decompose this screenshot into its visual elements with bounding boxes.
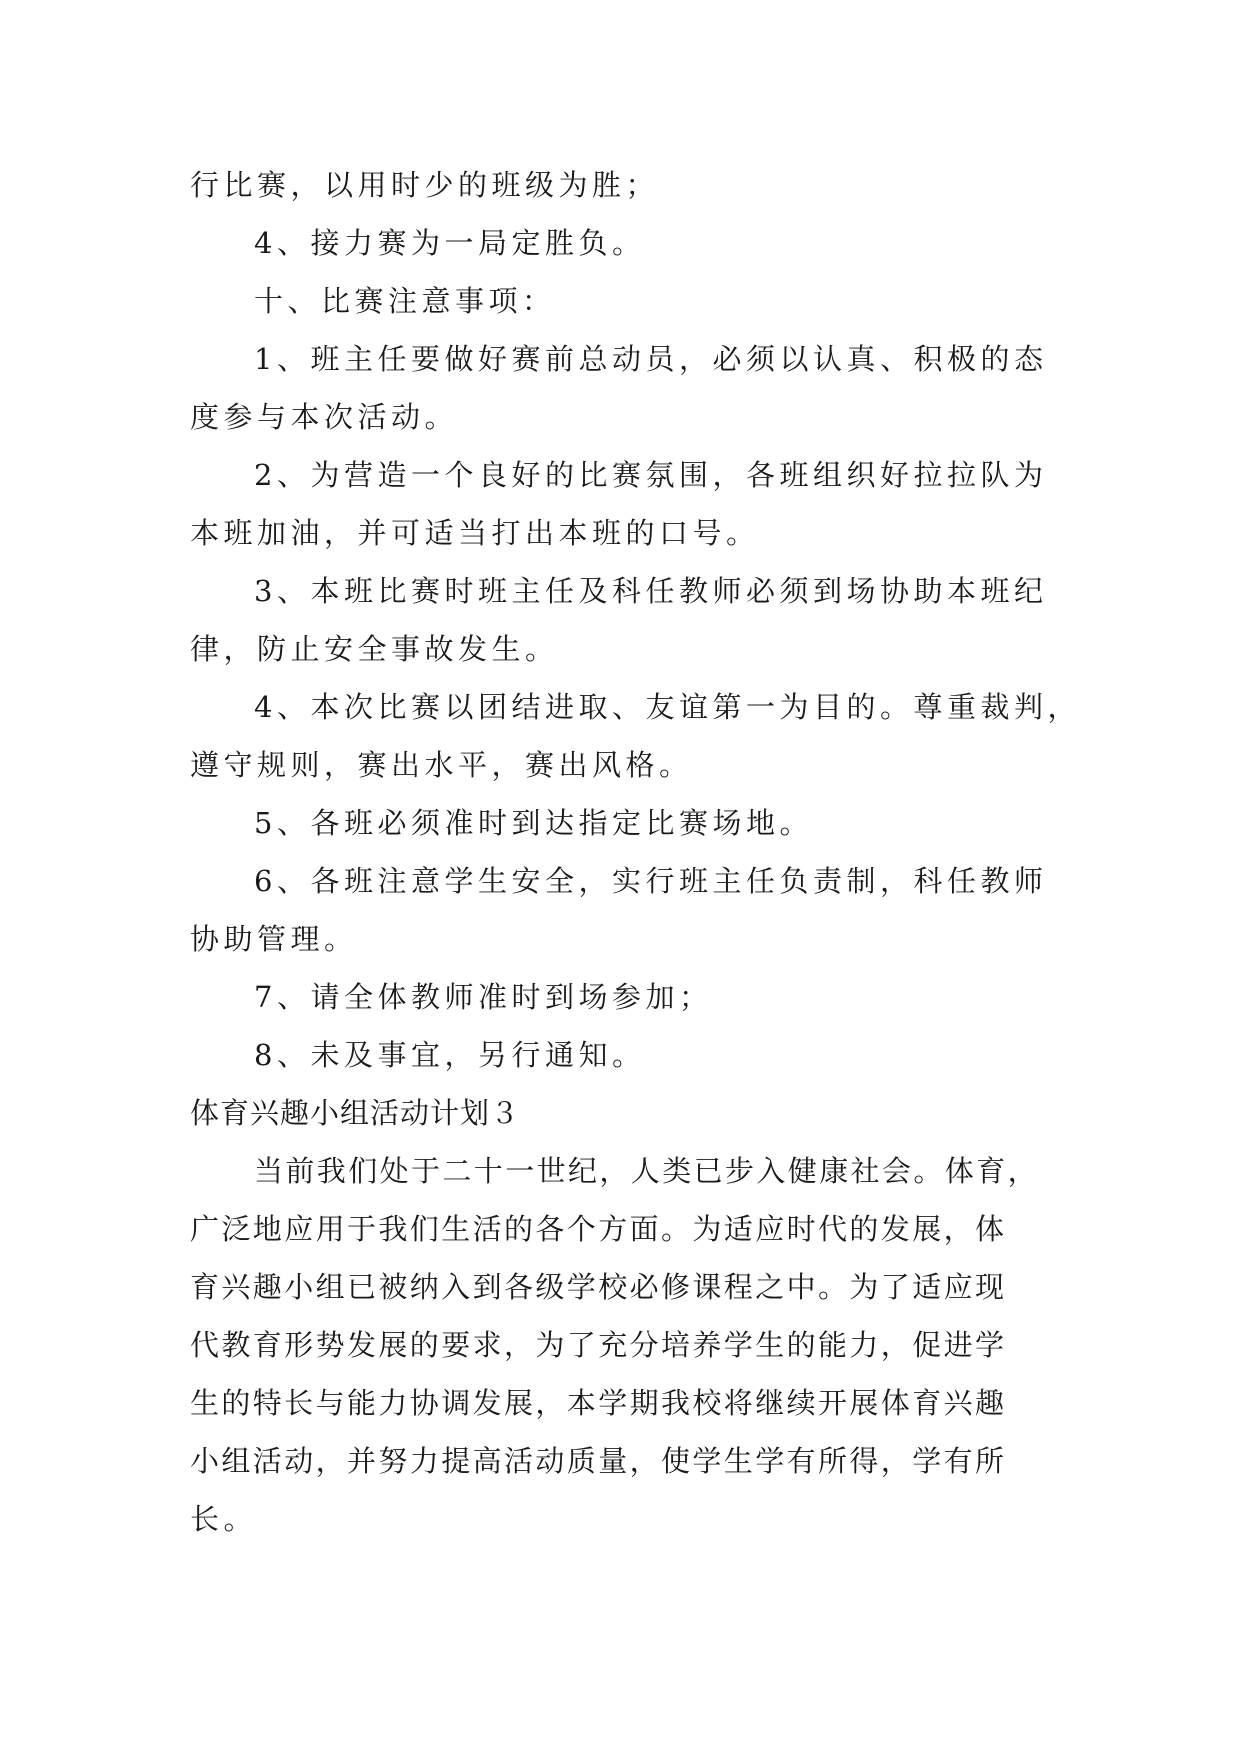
text-line: 长。: [190, 1502, 258, 1536]
text-line: 广泛地应用于我们生活的各个方面。为适应时代的发展，体: [190, 1212, 1007, 1246]
text-line: 协助管理。: [190, 922, 358, 956]
text-line: 4、接力赛为一局定胜负。: [254, 226, 646, 260]
text-line: 4、本次比赛以团结进取、友谊第一为目的。尊重裁判，: [254, 690, 1081, 724]
text-line: 3、本班比赛时班主任及科任教师必须到场协助本班纪: [254, 574, 1048, 608]
text-line: 6、各班注意学生安全，实行班主任负责制，科任教师: [254, 864, 1048, 898]
text-line: 行比赛，以用时少的班级为胜；: [190, 168, 660, 202]
text-line: 当前我们处于二十一世纪，人类已步入健康社会。体育，: [254, 1154, 1040, 1188]
text-line: 遵守规则，赛出水平，赛出风格。: [190, 748, 693, 782]
text-line: 5、各班必须准时到达指定比赛场地。: [254, 806, 813, 840]
section-heading: 十、比赛注意事项：: [254, 284, 556, 318]
text-line: 育兴趣小组已被纳入到各级学校必修课程之中。为了适应现: [190, 1270, 1007, 1304]
text-line: 8、未及事宜，另行通知。: [254, 1038, 646, 1072]
document-heading: 体育兴趣小组活动计划３: [190, 1096, 521, 1130]
text-line: 生的特长与能力协调发展，本学期我校将继续开展体育兴趣: [190, 1386, 1007, 1420]
text-line: 7、请全体教师准时到场参加；: [254, 980, 713, 1014]
text-line: 1、班主任要做好赛前总动员，必须以认真、积极的态: [254, 342, 1048, 376]
text-line: 代教育形势发展的要求，为了充分培养学生的能力，促进学: [190, 1328, 1007, 1362]
text-line: 度参与本次活动。: [190, 400, 459, 434]
text-line: 本班加油，并可适当打出本班的口号。: [190, 516, 760, 550]
text-line: 2、为营造一个良好的比赛氛围，各班组织好拉拉队为: [254, 458, 1048, 492]
text-line: 小组活动，并努力提高活动质量，使学生学有所得，学有所: [190, 1444, 1007, 1478]
text-line: 律，防止安全事故发生。: [190, 632, 559, 666]
